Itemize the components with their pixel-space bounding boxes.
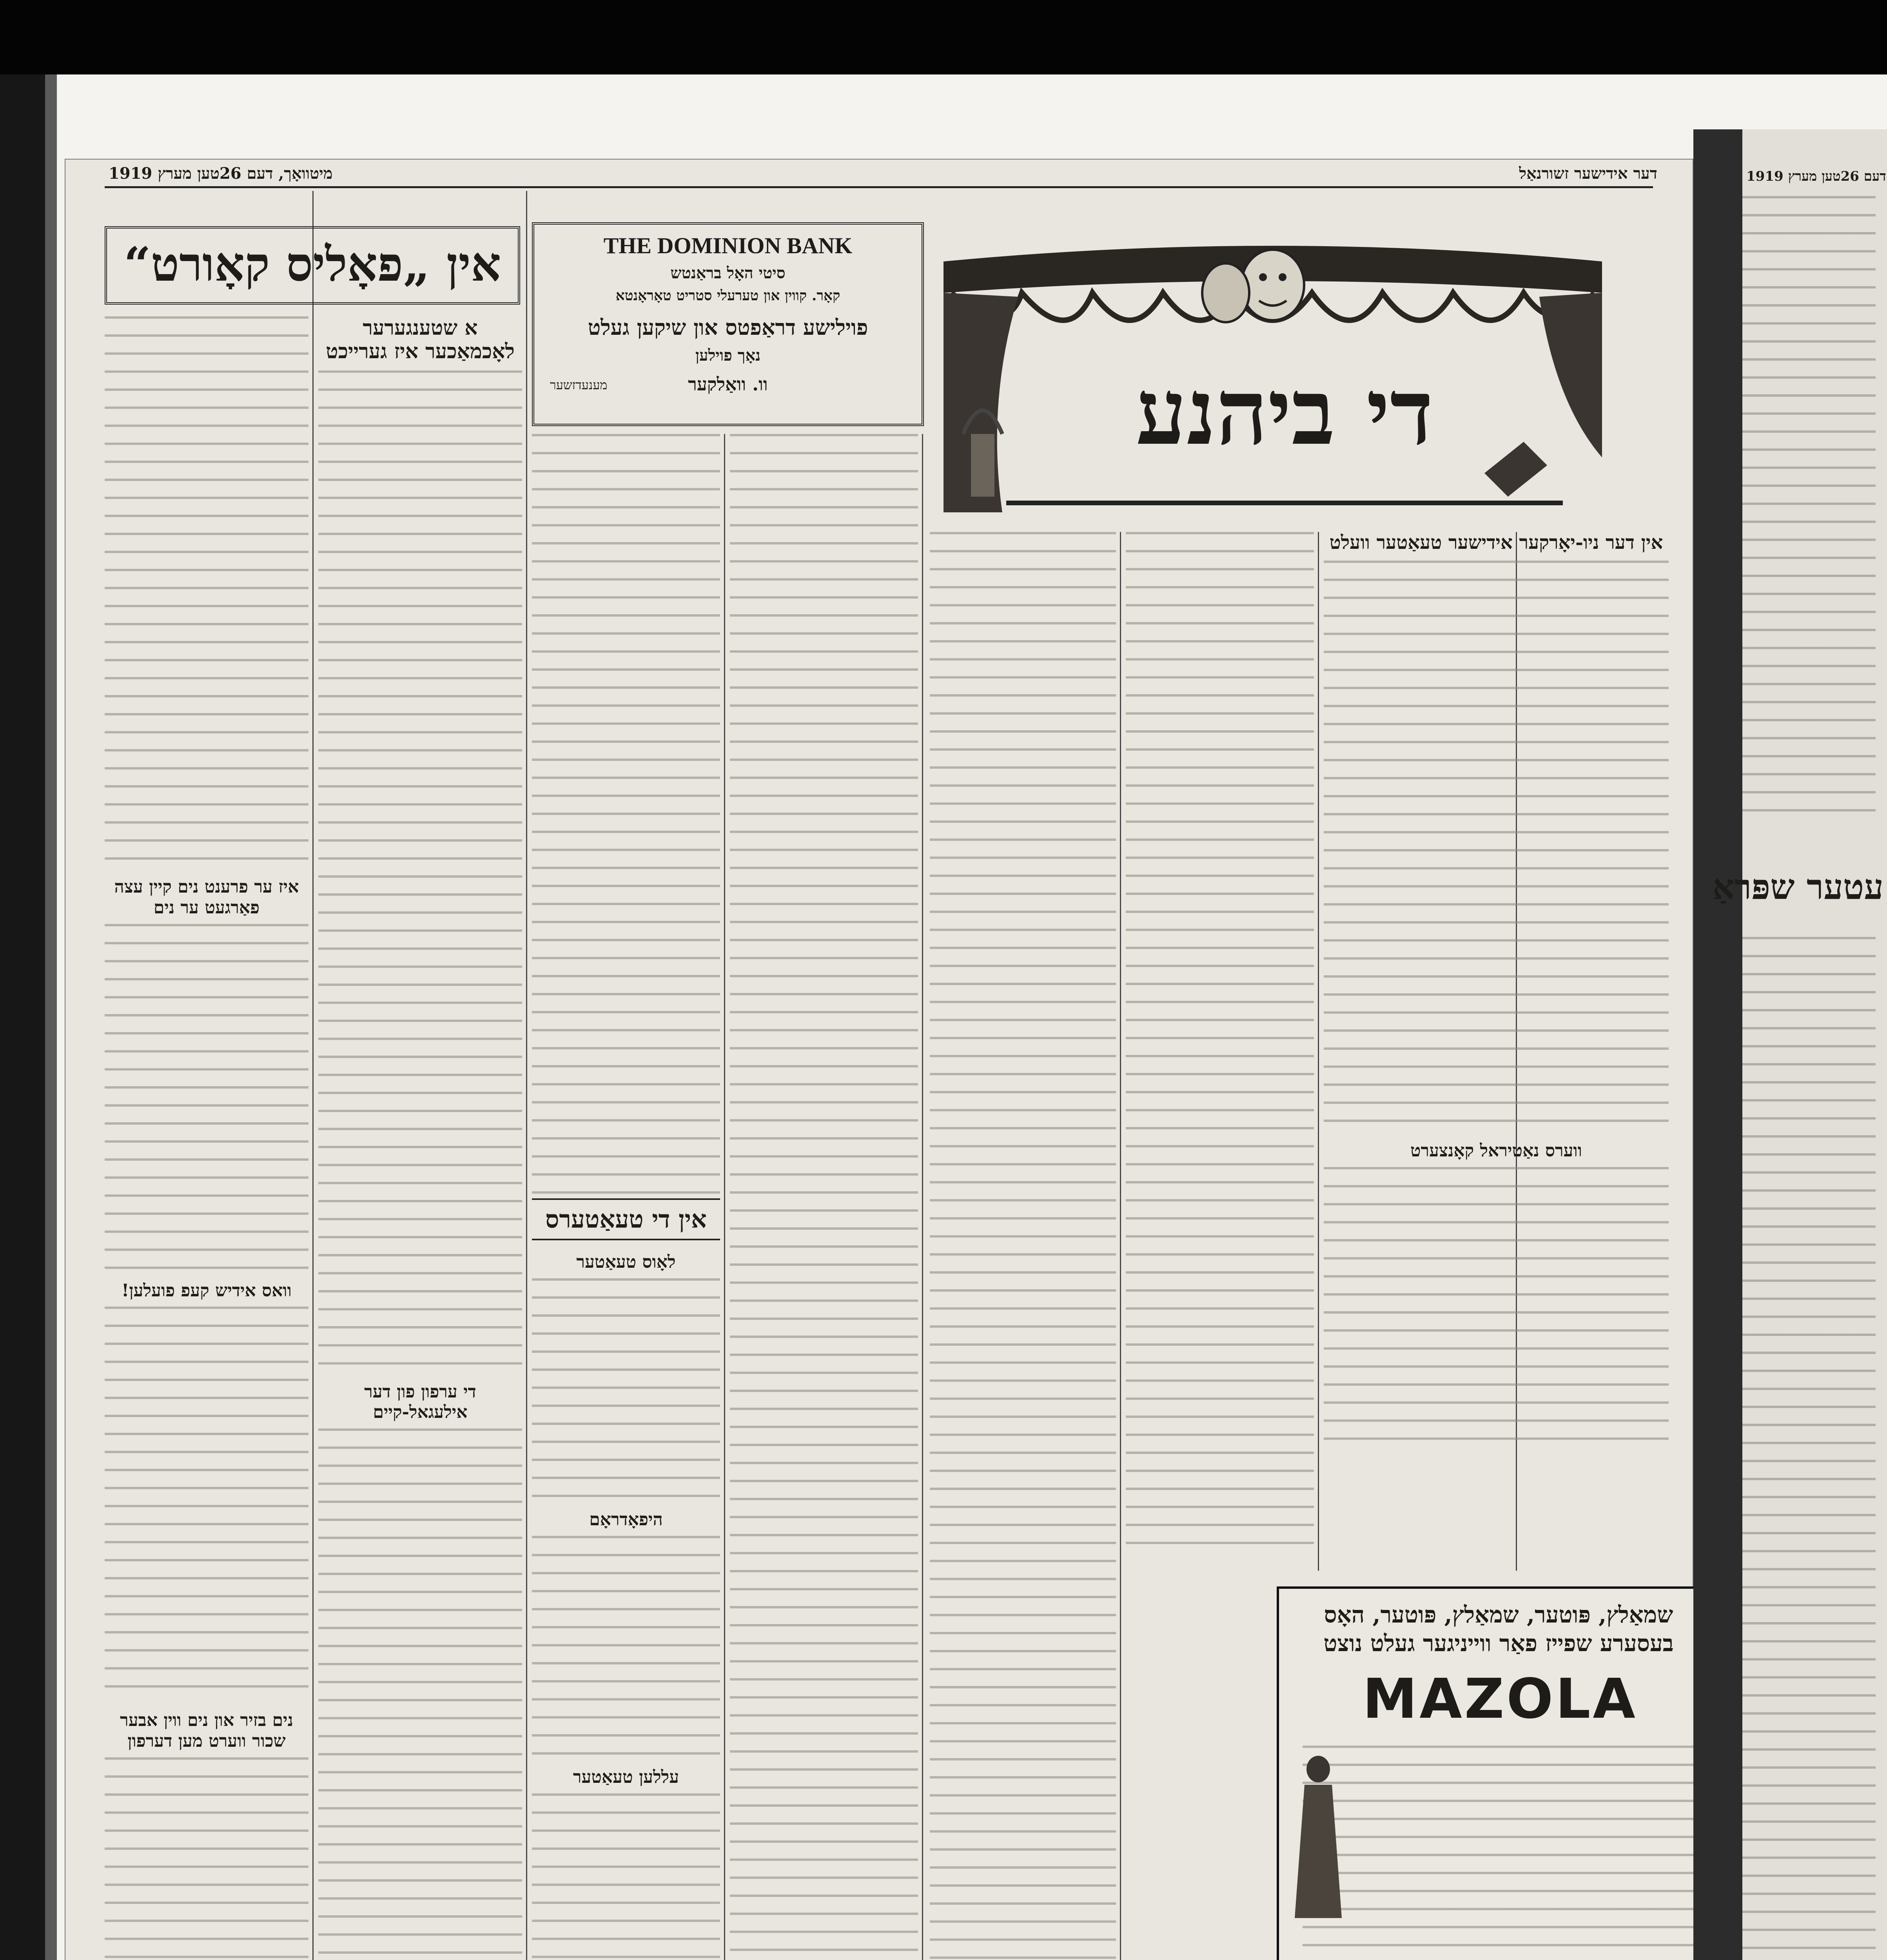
- court-column: [105, 316, 308, 1960]
- provinces-column: [930, 532, 1116, 1960]
- di-bine-title: די ביהנע: [1136, 359, 1433, 465]
- mazola-tagline: שמאַלץ, פּוטער, שמאַלץ, פּוטער, האָס בעסערע שפייז פאַר ווייניגער געלט נוצט: [1323, 1601, 1674, 1657]
- body-text-block: [318, 370, 522, 1370]
- ny-theater-headline: אין דער ניו-יאָרקער אידישער טעאַטער וועלט: [1329, 532, 1663, 554]
- body-text-block: [1324, 1167, 1669, 1441]
- body-text-block: [532, 1793, 720, 1960]
- page-header-date: מיטוואָך, דעם 26טען מערץ 1919: [109, 164, 333, 183]
- court-subheading-2: וואס אידיש קעפ פועלען!: [122, 1280, 292, 1301]
- body-text-block: [1324, 561, 1669, 1129]
- mazola-brand: MAZOLA: [1363, 1667, 1638, 1731]
- column-divider: [526, 191, 527, 1960]
- adjacent-page-headline: עטער שפּראַ: [1712, 866, 1883, 907]
- court-headline: אין „פאָליס קאָורט“: [123, 237, 501, 292]
- body-text-block: [105, 1307, 308, 1699]
- page-header-paper-name: דער אידישער זשורנאַל: [1519, 164, 1657, 183]
- adjacent-page-text: [1742, 196, 1876, 823]
- bank-branch: סיטי האָל בראַנטש: [670, 264, 786, 282]
- body-text-block: [730, 434, 918, 1960]
- bank-name: THE DOMINION BANK: [603, 233, 853, 258]
- theater-subheading-hippodrome: היפאָדראָם: [589, 1510, 663, 1530]
- body-text-block: [1126, 532, 1314, 1551]
- adjacent-page-text: [1742, 937, 1876, 1960]
- body-text-block: [532, 1536, 720, 1755]
- column-divider: [922, 434, 923, 1960]
- theater-world-column-2: [1126, 532, 1314, 1571]
- body-text-block: [105, 316, 308, 865]
- newspaper-page: [65, 159, 1693, 1960]
- court-headline-box: [105, 226, 520, 305]
- theaters-headline: אין די טעאַטערס: [532, 1198, 720, 1240]
- statue-icon: [1287, 1753, 1350, 1926]
- locksmith-headline: א שטענגערער לאָכמאַכער איז גערייכט: [326, 316, 515, 363]
- theater-subheading-allen: עללען טעאַטער: [573, 1767, 679, 1787]
- court-subheading-1: איז ער פרענט נים קיין עצה פאַרגעט ער נים: [114, 877, 299, 918]
- column-divider: [1120, 532, 1121, 1960]
- body-text-block: [105, 924, 308, 1269]
- scan-binder-edge: [0, 74, 45, 1960]
- court-subheading-3: נים בזיר און נים ווין אבער שכור ווערט מען דערפון: [120, 1710, 293, 1751]
- theater-column: [532, 434, 720, 1960]
- di-bine-banner: [928, 238, 1618, 524]
- middle-column: [730, 434, 918, 1960]
- adjacent-page-fragment: [1712, 129, 1887, 1960]
- body-text-block: [532, 1278, 720, 1498]
- column-divider: [724, 434, 725, 1960]
- body-text-block: [105, 1757, 308, 1960]
- theater-world-column: [1324, 532, 1669, 1571]
- body-text-block: [318, 1428, 522, 1960]
- body-text-block: [930, 532, 1116, 1960]
- bank-service: פוילישע דראַפטס און שיקען געלט: [588, 315, 868, 340]
- locksmith-column: [318, 316, 522, 1960]
- bank-manager: וו. וואַלקער: [688, 374, 768, 395]
- bank-manager-label: מענעדזשער: [550, 377, 608, 392]
- scan-top-border: [0, 0, 1887, 74]
- mazola-ad-text: [1303, 1746, 1695, 1960]
- bank-service-destination: נאָך פוילען: [695, 346, 761, 365]
- column-divider: [312, 191, 314, 1960]
- scan-binder-shadow: [45, 74, 57, 1960]
- page-gutter: [1693, 129, 1742, 1960]
- column-divider: [1318, 532, 1319, 1571]
- locksmith-subheading: די ערפון פון דער אילעגאל-קיים: [364, 1381, 476, 1423]
- adjacent-page-header: דעם 26טען מערץ 1919: [1746, 169, 1886, 184]
- body-text-block: [532, 434, 720, 1198]
- header-rule: [105, 186, 1653, 188]
- dominion-bank-ad: [532, 222, 924, 426]
- theater-subheading-loew: לאָוס טעאַטער: [576, 1252, 676, 1272]
- concert-subheading: ווערס נאַטיראל קאָנצערט: [1410, 1141, 1582, 1161]
- bank-address: קאָר. קווין און טערעלי סטריט טאָראָנטא: [615, 287, 840, 304]
- mazola-advertisement: [1277, 1586, 1724, 1960]
